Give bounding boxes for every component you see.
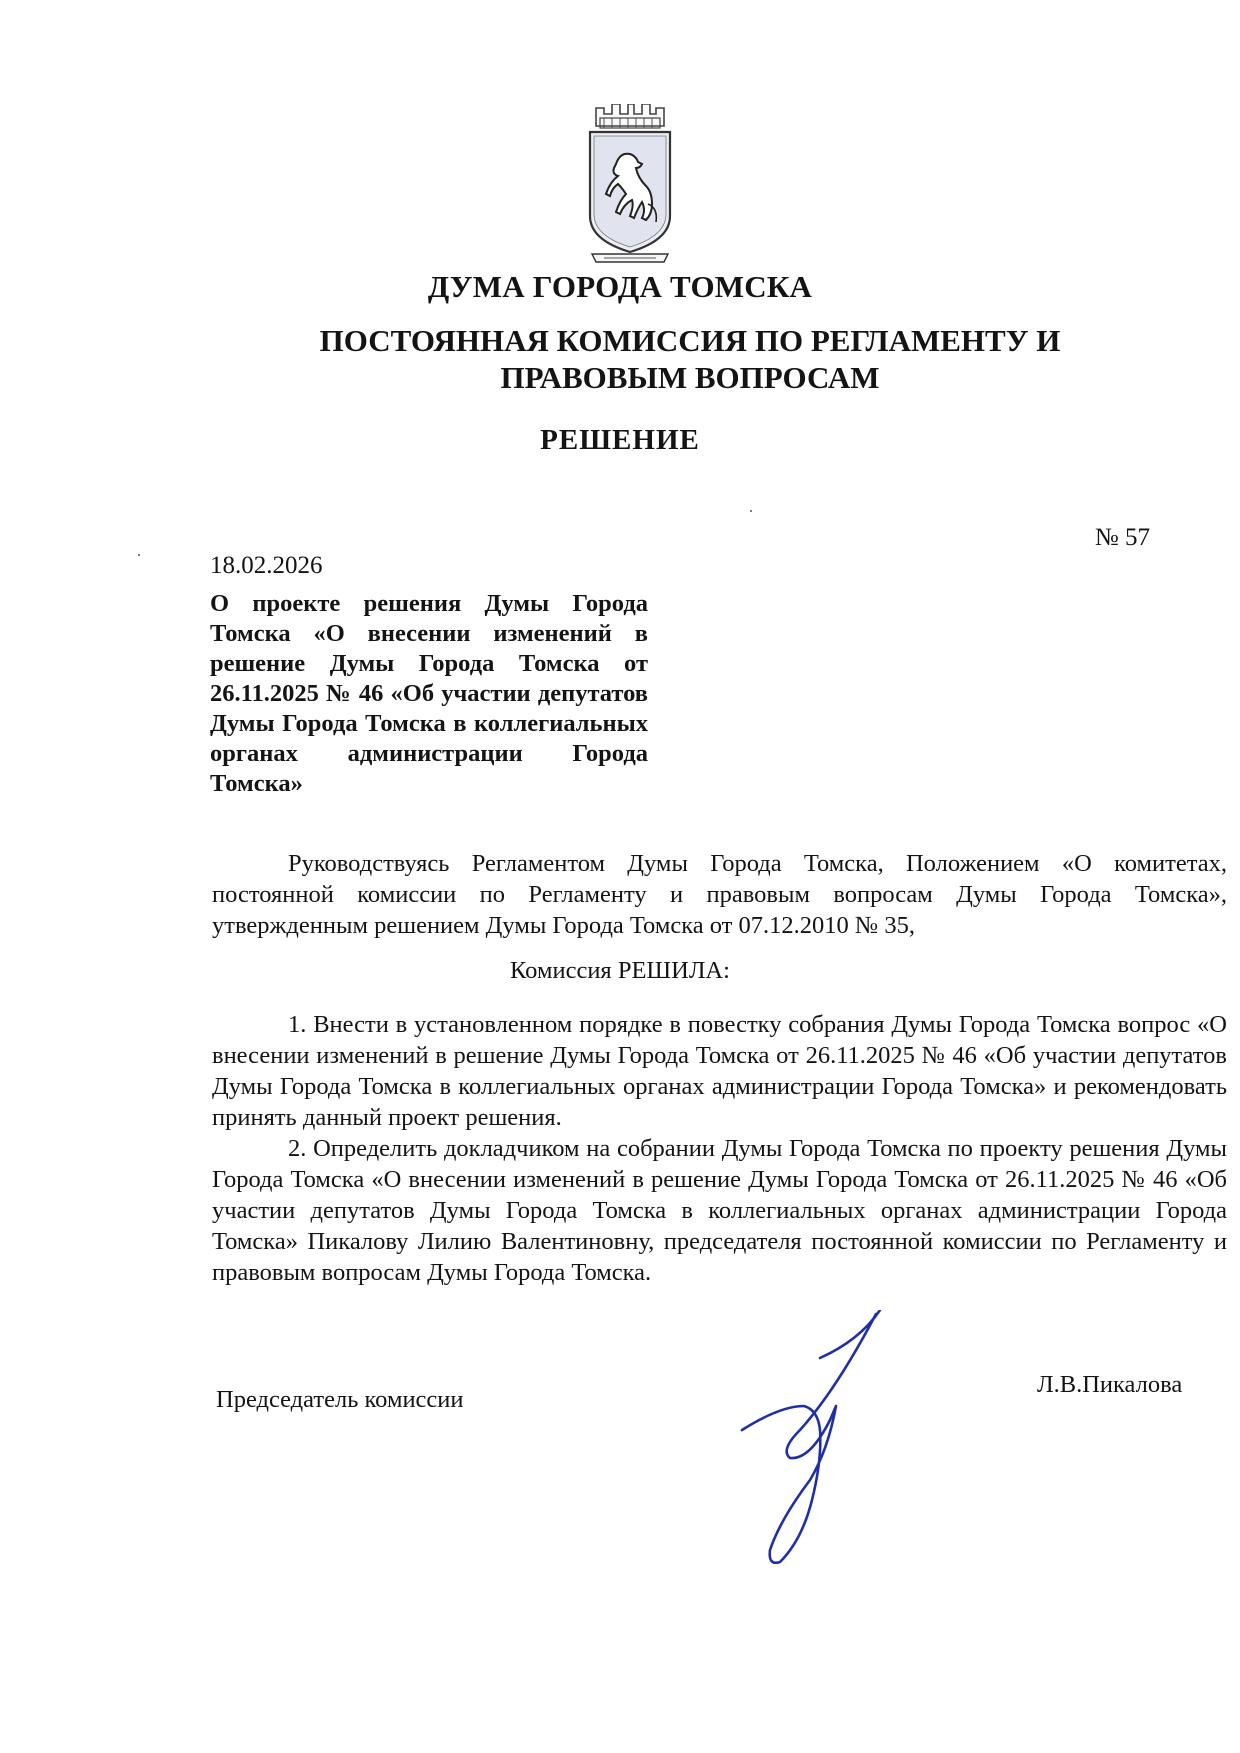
commission-title: ПОСТОЯННАЯ КОМИССИЯ ПО РЕГЛАМЕНТУ И ПРАВОВЫМ ВОПРОСАМ [319, 323, 1061, 395]
resolved-heading: Комиссия РЕШИЛА: [510, 957, 730, 984]
scan-speck [138, 554, 140, 556]
document-date: 18.02.2026 [210, 552, 323, 579]
resolution-items [212, 1009, 1227, 1288]
resolution-item-2: 2. Определить докладчиком на собрании Думы Города Томска по проекту решения Думы Города Томска «О внесении изменений в решение Думы Города Томска от 26.11.2025 № 46 «Об участии депутатов Думы Города Томска в коллегиальных органах администрации Города Томска» Пикалову Лилию Валентиновну, председателя постоянной комиссии по Регламенту и правовым вопросам Думы Города Томска. [212, 1135, 1227, 1286]
document-number: № 57 [1094, 524, 1150, 551]
resolution-item-1: 1. Внести в установленном порядке в повестку собрания Думы Города Томска вопрос «О внесении изменений в решение Думы Города Томска от 26.11.2025 № 46 «Об участии депутатов Думы Города Томска в коллегиальных органах администрации Города Томска» и рекомендовать принять данный проект решения. [212, 1011, 1227, 1131]
scan-speck [750, 510, 752, 512]
tomsk-coat-of-arms-icon [582, 104, 678, 268]
preamble-paragraph: Руководствуясь Регламентом Думы Города Томска, Положением «О комитетах, постоянной комиссии по Регламенту и правовым вопросам Думы Города Томска», утвержденным решением Думы Города Томска от 07.12.2010 № 35, [212, 850, 1227, 939]
document-type: РЕШЕНИЕ [540, 424, 700, 456]
signatory-title: Председатель комиссии [216, 1386, 464, 1413]
signatory-name: Л.В.Пикалова [1037, 1371, 1183, 1398]
preamble-section [212, 848, 1227, 941]
org-title: ДУМА ГОРОДА ТОМСКА [427, 269, 813, 304]
document-subject: О проекте решения Думы Города Томска «О внесении изменений в решение Думы Города Томска от 26.11.2025 № 46 «Об участии депутатов Думы Города Томска в коллегиальных органах администрации Города Томска» [210, 590, 648, 797]
handwritten-signature [740, 1310, 970, 1570]
